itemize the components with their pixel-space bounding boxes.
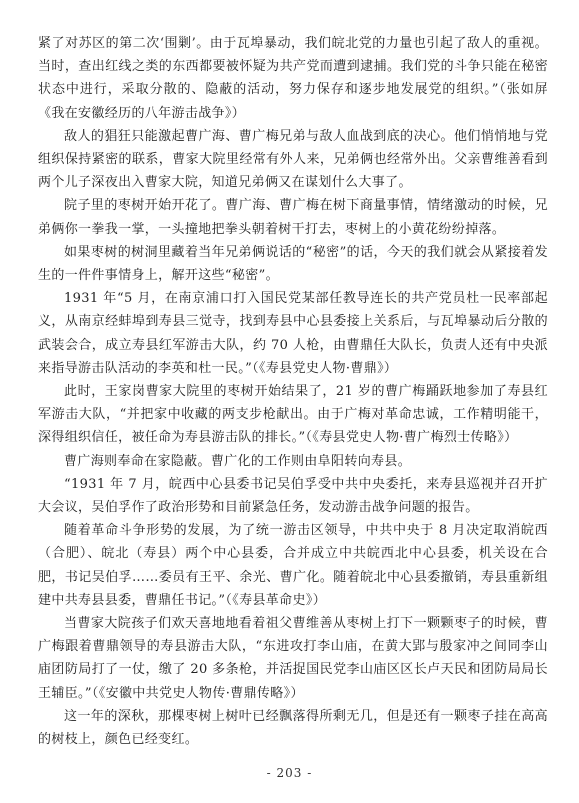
paragraph-8: “1931 年 7 月，皖西中心县委书记吴伯孚受中共中央委托，来寿县巡视并召开扩大会议，吴伯孚作了政治形势和目前紧急任务，发动游击战争问题的报告。 <box>38 476 548 516</box>
paragraph-1: 紧了对苏区的第二次‘围剿’。由于瓦埠暴动，我们皖北党的力量也引起了敌人的重视。当时，查出红线之类的东西都要被怀疑为共产党而遭到逮捕。我们党的斗争只能在秘密状态中进行，采取分散的、隐蔽的活动，努力保存和逐步地发展党的组织。”（张如屏《我在安徽经历的八年游击战争》） <box>38 36 548 121</box>
paragraph-6: 此时，王家岗曹家大院里的枣树开始结果了，21 岁的曹广梅踊跃地参加了寿县红军游击大队，“并把家中收藏的两支步枪献出。由于广梅对革命忠诚，工作精明能干，深得组织信任，被任命为寿县游击队的排长。”（《寿县党史人物·曹广梅烈士传略》） <box>38 384 548 446</box>
paragraph-7: 曹广海则奉命在家隐蔽。曹广化的工作则由阜阳转向寿县。 <box>64 453 412 469</box>
paragraph-3: 院子里的枣树开始开花了。曹广海、曹广梅在树下商量事情，情绪激动的时候，兄弟俩你一拳我一掌，一头撞地把拳头朝着树干打去，枣树上的小黄花纷纷掉落。 <box>38 198 548 237</box>
paragraph-5: 1931 年“5 月，在南京浦口打入国民党某部任教导连长的共产党员杜一民率部起义，从南京经蚌埠到寿县三觉寺，找到寿县中心县委接上关系后，与瓦埠暴动后分散的武装会合，成立寿县红军游击大队，约 70 人枪，由曹鼎任大队长，负责人还有中央派来指导游击队活动的李英和杜一民。”（《寿县党史人物·曹鼎》） <box>38 291 548 376</box>
paragraph-11: 这一年的深秋，那棵枣树上树叶已经飘落得所剩无几，但是还有一颗枣子挂在高高的树枝上，颜色已经变红。 <box>38 708 548 748</box>
paragraph-4: 如果枣树的树洞里藏着当年兄弟俩说话的“秘密”的话，今天的我们就会从紧接着发生的一件件事情身上，解开这些“秘密”。 <box>38 244 548 284</box>
document-page <box>38 32 548 772</box>
paragraph-10: 当曹家大院孩子们欢天喜地地看着祖父曹维善从枣树上打下一颗颗枣子的时候，曹广梅跟着曹鼎领导的寿县游击大队，“东进攻打李山庙，在黄大郢与殷家冲之间同李山庙团防局打了一仗，缴了 20 多条枪，并活捉国民党李山庙区区长卢天民和团防局局长王辅臣。”（《安徽中共党史人物传·曹鼎传略》） <box>38 616 548 701</box>
paragraph-2: 敌人的猖狂只能激起曹广海、曹广梅兄弟与敌人血战到底的决心。他们悄悄地与党组织保持紧密的联系，曹家大院里经常有外人来，兄弟俩也经常外出。父亲曹维善看到两个儿子深夜出入曹家大院，知道兄弟俩又在谋划什么大事了。 <box>38 128 548 191</box>
paragraph-9: 随着革命斗争形势的发展，为了统一游击区领导，中共中央于 8 月决定取消皖西（合肥）、皖北（寿县）两个中心县委，合并成立中共皖西北中心县委，机关设在合肥，书记吴伯孚……委员有王平、余光、曹广化。随着皖北中心县委撤销，寿县重新组建中共寿县县委，曹鼎任书记。”（《寿县革命史》） <box>38 523 548 608</box>
page-number: - 203 - <box>266 766 313 780</box>
